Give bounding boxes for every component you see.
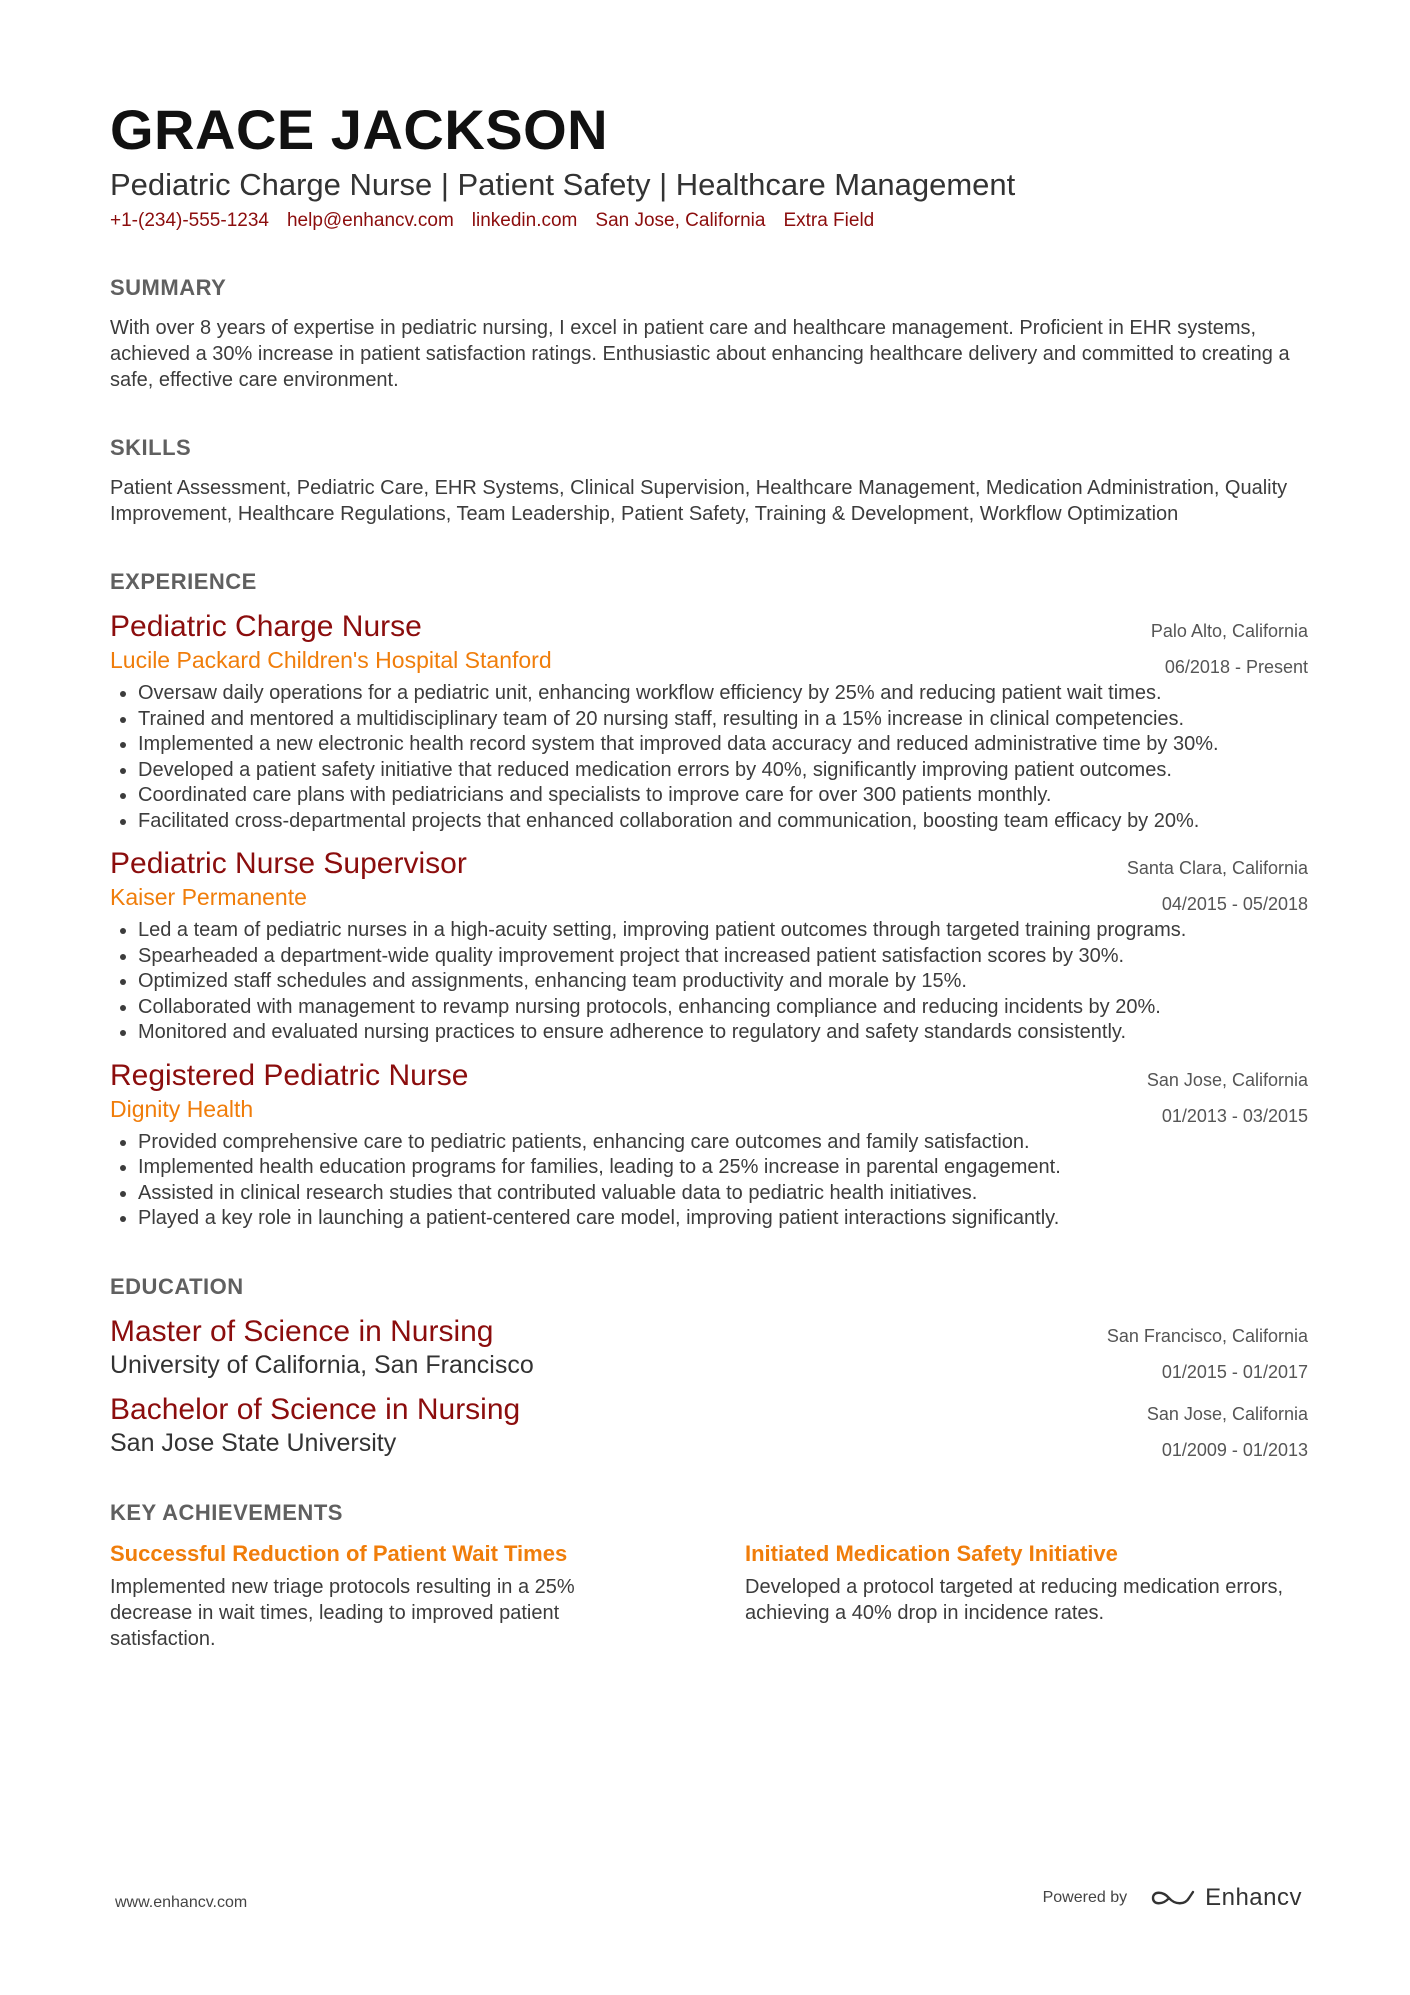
degree-title: Bachelor of Science in Nursing — [110, 1392, 521, 1426]
achievements-section — [110, 1500, 1308, 1652]
achievement-card — [110, 1540, 650, 1652]
list-item: • Optimized staff schedules and assignments, enhancing team productivity and morale by 15%. — [138, 969, 1308, 995]
list-item: • Spearheaded a department-wide quality improvement project that increased patient satisfaction scores by 30%. — [138, 944, 1308, 970]
skills-section — [110, 435, 1308, 527]
list-item: • Trained and mentored a multidisciplinary team of 20 nursing staff, resulting in a 15% increase in clinical competencies. — [138, 707, 1308, 733]
education-section — [110, 1274, 1308, 1458]
section-title: EDUCATION — [110, 1273, 244, 1299]
entry-meta — [1127, 850, 1308, 922]
experience-entry — [110, 609, 1308, 834]
job-title: Pediatric Charge Nurse — [110, 610, 422, 643]
entry-meta — [1151, 613, 1308, 685]
degree-title: Master of Science in Nursing — [110, 1314, 494, 1348]
school-name: San Jose State University — [110, 1428, 397, 1457]
headline: Pediatric Charge Nurse | Patient Safety | Healthcare Management — [110, 167, 1016, 202]
contact-phone[interactable]: +1-(234)-555-1234 — [110, 210, 269, 231]
list-item: • Implemented health education programs for families, leading to a 25% increase in parental engagement. — [138, 1155, 1308, 1181]
resume-page — [110, 96, 1308, 1652]
list-item: • Assisted in clinical research studies that contributed valuable data to pediatric health initiatives. — [138, 1181, 1308, 1207]
job-dates: 06/2018 - Present — [1164, 657, 1308, 677]
job-location: Santa Clara, California — [1126, 858, 1308, 878]
entry-meta — [1107, 1318, 1308, 1390]
job-dates: 04/2015 - 05/2018 — [1161, 894, 1308, 914]
resume-header — [110, 96, 1308, 233]
bullet-list — [110, 918, 1308, 1046]
section-title: SKILLS — [110, 435, 192, 460]
education-dates: 01/2015 - 01/2017 — [1161, 1361, 1308, 1382]
achievement-text: Implemented new triage protocols resulting in a 25% decrease in wait times, leading to improved patient satisfaction. — [110, 1575, 575, 1650]
company-name: Dignity Health — [110, 1095, 254, 1122]
bullet-list — [110, 1130, 1308, 1232]
infinity-logo-icon — [1149, 1886, 1195, 1910]
list-item: • Played a key role in launching a patient-centered care model, improving patient interactions significantly. — [138, 1206, 1308, 1232]
achievement-title: Initiated Medication Safety Initiative — [745, 1540, 1118, 1566]
bullet-list — [110, 681, 1308, 834]
summary-section — [110, 275, 1308, 393]
list-item: • Implemented a new electronic health record system that improved data accuracy and reduced administrative time by 30%. — [138, 732, 1308, 758]
entry-meta — [1147, 1062, 1308, 1134]
achievement-title: Successful Reduction of Patient Wait Times — [110, 1540, 568, 1566]
job-title: Registered Pediatric Nurse — [110, 1058, 469, 1092]
section-title: SUMMARY — [110, 275, 227, 300]
candidate-name: GRACE JACKSON — [110, 98, 609, 161]
contact-location: San Jose, California — [595, 210, 766, 231]
contact-linkedin[interactable]: linkedin.com — [471, 210, 578, 231]
skills-text: Patient Assessment, Pediatric Care, EHR Systems, Clinical Supervision, Healthcare Management, Medication Administration, Quality Improvement, Healthcare Regulations, Team Leadership, Patient Safety, Training & Development, Workflow Optimization — [110, 477, 1288, 525]
experience-section — [110, 569, 1308, 1232]
contact-list — [110, 209, 1308, 233]
list-item: • Collaborated with management to revamp nursing protocols, enhancing compliance and reducing incidents by 20%. — [138, 995, 1308, 1021]
powered-by-label: Powered by — [1042, 1889, 1128, 1906]
entry-meta — [1147, 1396, 1308, 1468]
list-item: • Facilitated cross-departmental projects that enhanced collaboration and communication, boosting team efficacy by 20%. — [138, 809, 1308, 835]
list-item: • Provided comprehensive care to pediatric patients, enhancing care outcomes and family satisfaction. — [138, 1130, 1308, 1156]
list-item: • Oversaw daily operations for a pediatric unit, enhancing workflow efficiency by 25% and reducing patient wait times. — [138, 681, 1308, 707]
achievement-card — [745, 1540, 1285, 1652]
contact-email[interactable]: help@enhancv.com — [286, 210, 454, 231]
school-name: University of California, San Francisco — [110, 1350, 534, 1379]
job-location: Palo Alto, California — [1150, 621, 1308, 641]
section-title: EXPERIENCE — [110, 569, 257, 594]
achievements-grid — [110, 1540, 1308, 1652]
achievement-text: Developed a protocol targeted at reducing medication errors, achieving a 40% drop in incidence rates. — [745, 1575, 1284, 1624]
list-item: • Led a team of pediatric nurses in a high-acuity setting, improving patient outcomes through targeted training programs. — [138, 918, 1308, 944]
job-title: Pediatric Nurse Supervisor — [110, 847, 467, 880]
footer-website[interactable]: www.enhancv.com — [115, 1894, 248, 1911]
list-item: • Monitored and evaluated nursing practices to ensure adherence to regulatory and safety standards consistently. — [138, 1020, 1308, 1046]
job-dates: 01/2013 - 03/2015 — [1161, 1105, 1308, 1126]
enhancv-logo[interactable] — [1149, 1884, 1302, 1912]
education-dates: 01/2009 - 01/2013 — [1161, 1439, 1308, 1460]
experience-entry — [110, 846, 1308, 1046]
contact-extra-field: Extra Field — [783, 210, 875, 231]
school-location: San Jose, California — [1146, 1403, 1308, 1424]
job-location: San Jose, California — [1146, 1069, 1308, 1090]
experience-entry — [110, 1058, 1308, 1232]
company-name: Kaiser Permanente — [110, 884, 307, 910]
section-title: KEY ACHIEVEMENTS — [110, 1499, 343, 1525]
summary-text: With over 8 years of expertise in pediatric nursing, I excel in patient care and healthcare management. Proficient in EHR systems, achieved a 30% increase in patient satisfaction ratings. Enthusiastic about enhancing healthcare delivery and committed to creating a safe, effective care environment. — [110, 317, 1290, 391]
education-entry — [110, 1314, 1308, 1380]
footer-branding — [1043, 1884, 1302, 1912]
list-item: • Coordinated care plans with pediatricians and specialists to improve care for over 300 patients monthly. — [138, 783, 1308, 809]
education-entry — [110, 1392, 1308, 1458]
company-name: Lucile Packard Children's Hospital Stanford — [110, 647, 552, 673]
school-location: San Francisco, California — [1106, 1325, 1308, 1346]
list-item: • Developed a patient safety initiative that reduced medication errors by 40%, significantly improving patient outcomes. — [138, 758, 1308, 784]
brand-name: Enhancv — [1205, 1884, 1302, 1911]
